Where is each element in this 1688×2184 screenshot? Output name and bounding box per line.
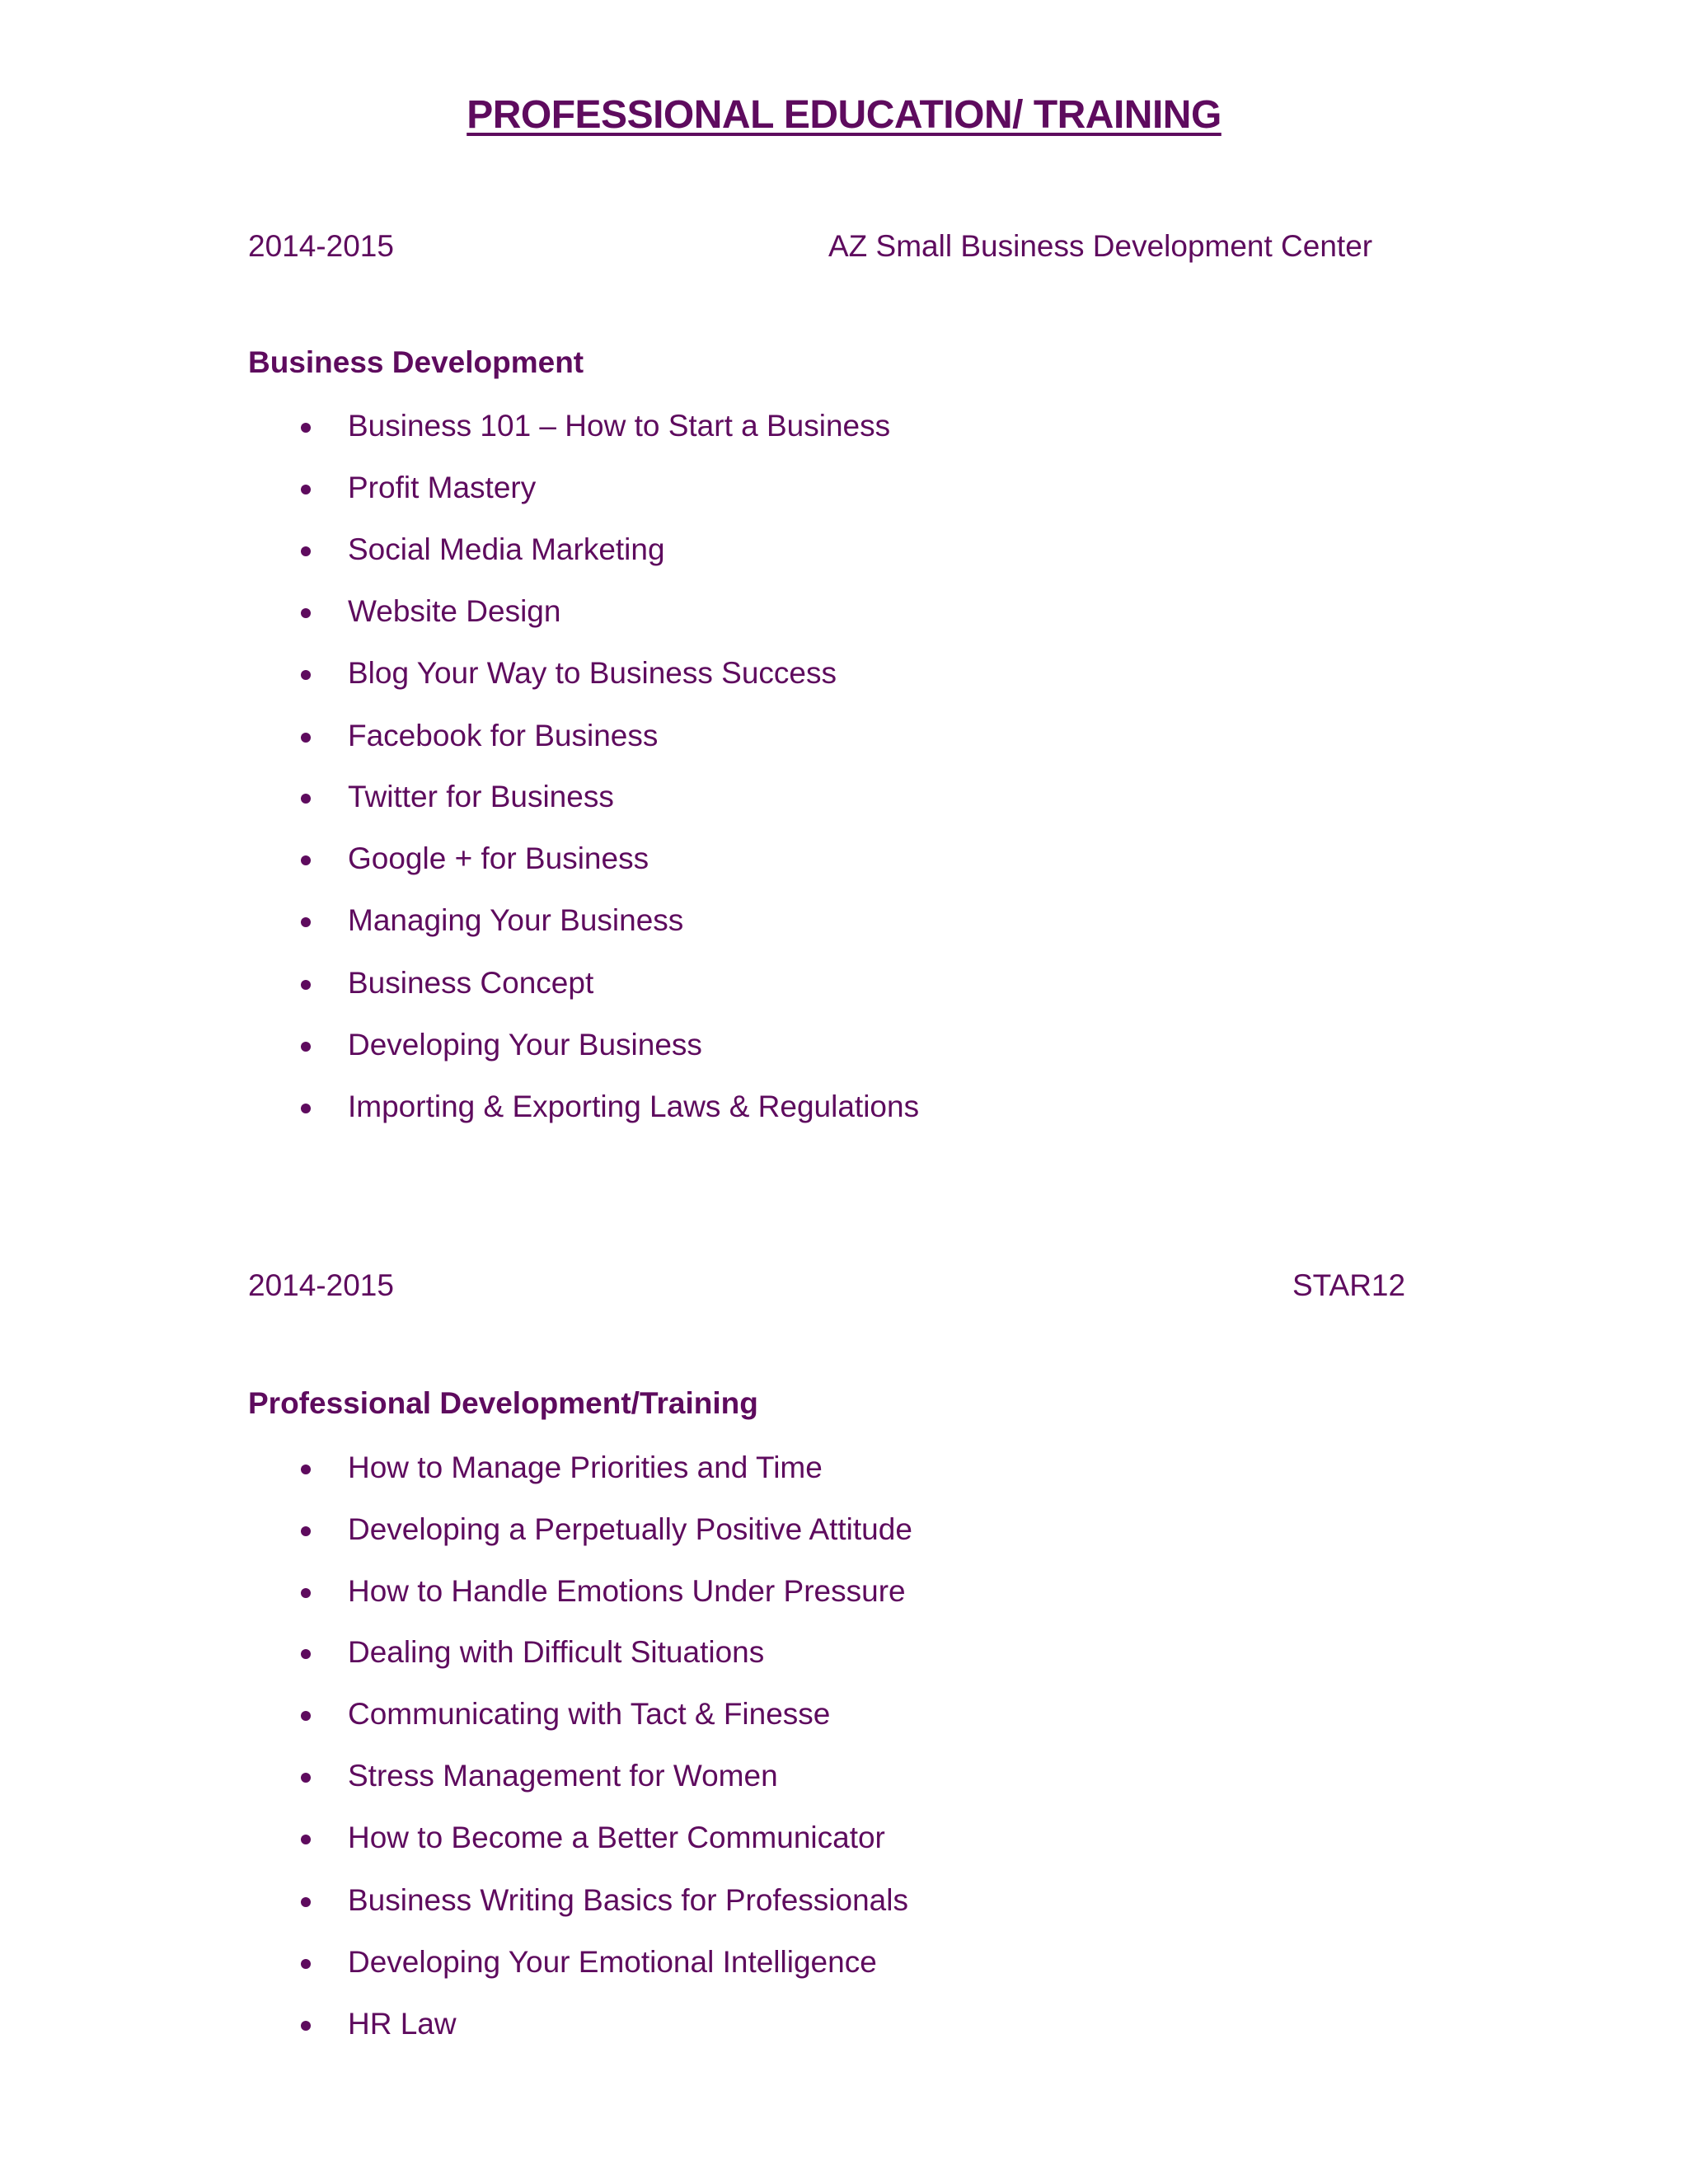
list-item [0,1576,1154,1612]
list-item [0,1947,1154,1983]
list-item [0,843,1154,879]
bullet-icon [301,1649,311,1659]
list-item [0,781,1154,818]
bullet-icon [301,1588,311,1598]
list-item-label: Website Design [348,594,561,628]
list-item [0,905,1154,941]
list-item [0,1452,1154,1488]
list-item [0,1885,1154,1921]
list-item-label: Dealing with Difficult Situations [348,1635,765,1669]
list-item [0,1822,1154,1858]
bullet-icon [301,980,311,990]
bullet-icon [301,423,311,433]
section-1-heading: Business Development [248,345,584,379]
bullet-icon [301,670,311,680]
section-1-years: 2014-2015 [248,229,394,263]
list-item [0,472,1154,509]
list-item-label: Stress Management for Women [348,1759,778,1793]
bullet-icon [301,1897,311,1907]
list-item [0,596,1154,632]
list-item [0,968,1154,1004]
list-item-label: Business Writing Basics for Professionals [348,1883,908,1917]
bullet-icon [301,1526,311,1536]
list-item-label: How to Become a Better Communicator [348,1821,885,1854]
list-item [0,2008,1154,2045]
bullet-icon [301,1773,311,1783]
list-item-label: Google + for Business [348,841,649,875]
list-item-label: Twitter for Business [348,780,614,813]
list-item-label: Communicating with Tact & Finesse [348,1697,831,1731]
list-item-label: Facebook for Business [348,719,659,752]
list-item-label: How to Manage Priorities and Time [348,1451,823,1484]
list-item-label: Blog Your Way to Business Success [348,656,837,690]
page-title: PROFESSIONAL EDUCATION/ TRAINING [467,93,1221,137]
bullet-icon [301,546,311,556]
bullet-icon [301,1104,311,1113]
list-item [0,720,1154,757]
bullet-icon [301,1835,311,1844]
section-2-organization: STAR12 [1292,1268,1406,1302]
list-item-label: Developing Your Business [348,1028,702,1062]
list-item-label: Business Concept [348,966,594,1000]
section-1-organization: AZ Small Business Development Center [828,229,1373,263]
list-item-label: Developing Your Emotional Intelligence [348,1945,877,1979]
section-2-years: 2014-2015 [248,1268,394,1302]
list-item [0,1091,1154,1127]
bullet-icon [301,1711,311,1721]
list-item [0,534,1154,570]
bullet-icon [301,2021,311,2031]
list-item-label: Developing a Perpetually Positive Attitude [348,1512,912,1546]
bullet-icon [301,608,311,618]
bullet-icon [301,1042,311,1052]
bullet-icon [301,794,311,804]
list-item [0,1637,1154,1673]
list-item-label: Business 101 – How to Start a Business [348,409,891,443]
bullet-icon [301,733,311,743]
list-item-label: Importing & Exporting Laws & Regulations [348,1090,920,1123]
bullet-icon [301,1465,311,1474]
list-item-label: Profit Mastery [348,471,537,504]
bullet-icon [301,855,311,865]
list-item [0,658,1154,694]
list-item-label: HR Law [348,2007,457,2041]
bullet-icon [301,917,311,927]
list-item-label: Social Media Marketing [348,532,665,566]
list-item [0,1029,1154,1066]
list-item-label: Managing Your Business [348,903,684,937]
list-item [0,1514,1154,1550]
section-2-heading: Professional Development/Training [248,1386,758,1420]
list-item-label: How to Handle Emotions Under Pressure [348,1574,906,1608]
bullet-icon [301,1959,311,1969]
list-item [0,1699,1154,1735]
list-item [0,410,1154,447]
bullet-icon [301,485,311,494]
list-item [0,1760,1154,1797]
